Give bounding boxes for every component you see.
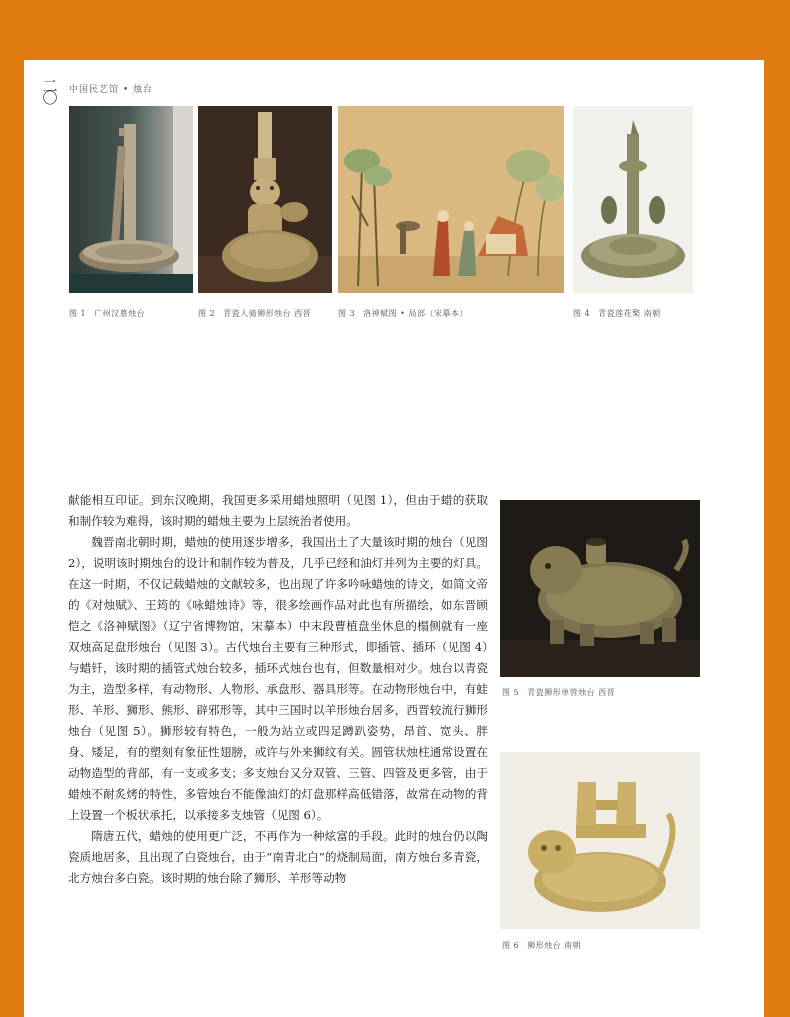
figure-1-caption: 图 1 广州汉墓烛台	[69, 309, 146, 318]
figure-3-photo	[338, 106, 564, 293]
figure-2-caption: 图 2 青瓷人骑狮形烛台 西晋	[198, 309, 312, 318]
paragraph-2: 魏晋南北朝时期，蜡烛的使用逐步增多，我国出土了大量该时期的烛台（见图 2），说明该时期烛台的设计和制作较为普及，几乎已经和油灯并列为主要的灯具。在这一时期，不仅记载蜡烛的文献较多，也出现了许多吟咏蜡烛的诗文，如简文帝的《对烛赋》、王筠的《咏蜡烛诗》等，很多绘画作品对此也有所描绘，如东晋顾恺之《洛神赋图》（辽宁省博物馆，宋摹本）中末段曹植盘坐休息的榻侧就有一座双烛高足盘形烛台（见图 3）。古代烛台主要有三种形式，即插管、插环（见图 4）与蜡钎，该时期的插管式烛台较多，插环式烛台也有，但数量相对少。烛台以青瓷为主，造型多样，有动物形、人物形、承盘形、器具形等。在动物形烛台中，有蛙形、羊形、狮形、熊形、辟邪形等，其中三国时以羊形烛台居多，西晋较流行狮形烛台（见图 5）。狮形较有特色，一般为站立或四足蹲趴姿势，昂首、宽头、胖身、矮足，有的塑刻有象征性翅膀，或许与外来狮纹有关。圆管状烛柱通常设置在动物造型的背部，有一支或多支；多支烛台又分双管、三管、四管及更多管，由于蜡烛不耐炙烤的特性，多管烛台不能像油灯的灯盘那样高低错落，故常在动物的背上设置一个板状承托，以承接多支烛管（见图 6）。	[68, 535, 488, 822]
figure-6-caption: 图 6 狮形烛台 南朝	[502, 941, 582, 950]
figure-5-caption: 图 5 青瓷狮形单管烛台 西晋	[502, 688, 616, 697]
article-body	[68, 490, 488, 889]
figure-4-photo	[573, 106, 693, 293]
figure-3-caption: 图 3 洛神赋图 • 局部（宋摹本）	[338, 309, 468, 318]
figure-4-caption: 图 4 青瓷莲花檠 南朝	[573, 309, 661, 318]
figure-2-photo	[198, 106, 332, 293]
running-head: 中国民艺馆 • 烛台	[69, 85, 154, 95]
figure-5-photo	[500, 500, 700, 677]
figure-6-photo	[500, 752, 700, 929]
figure-1-photo	[69, 106, 193, 293]
page-number: 二〇	[42, 77, 58, 107]
book-page	[24, 60, 764, 1017]
paragraph-3: 隋唐五代，蜡烛的使用更广泛，不再作为一种炫富的手段。此时的烛台仍以陶瓷质地居多，且出现了白瓷烛台，由于“南青北白”的烧制局面，南方烛台多青瓷，北方烛台多白瓷。该时期的烛台除了狮形、羊形等动物	[68, 829, 488, 885]
paragraph-1: 献能相互印证。到东汉晚期，我国更多采用蜡烛照明（见图 1），但由于蜡的获取和制作较为难得，该时期的蜡烛主要为上层统治者使用。	[68, 493, 488, 528]
